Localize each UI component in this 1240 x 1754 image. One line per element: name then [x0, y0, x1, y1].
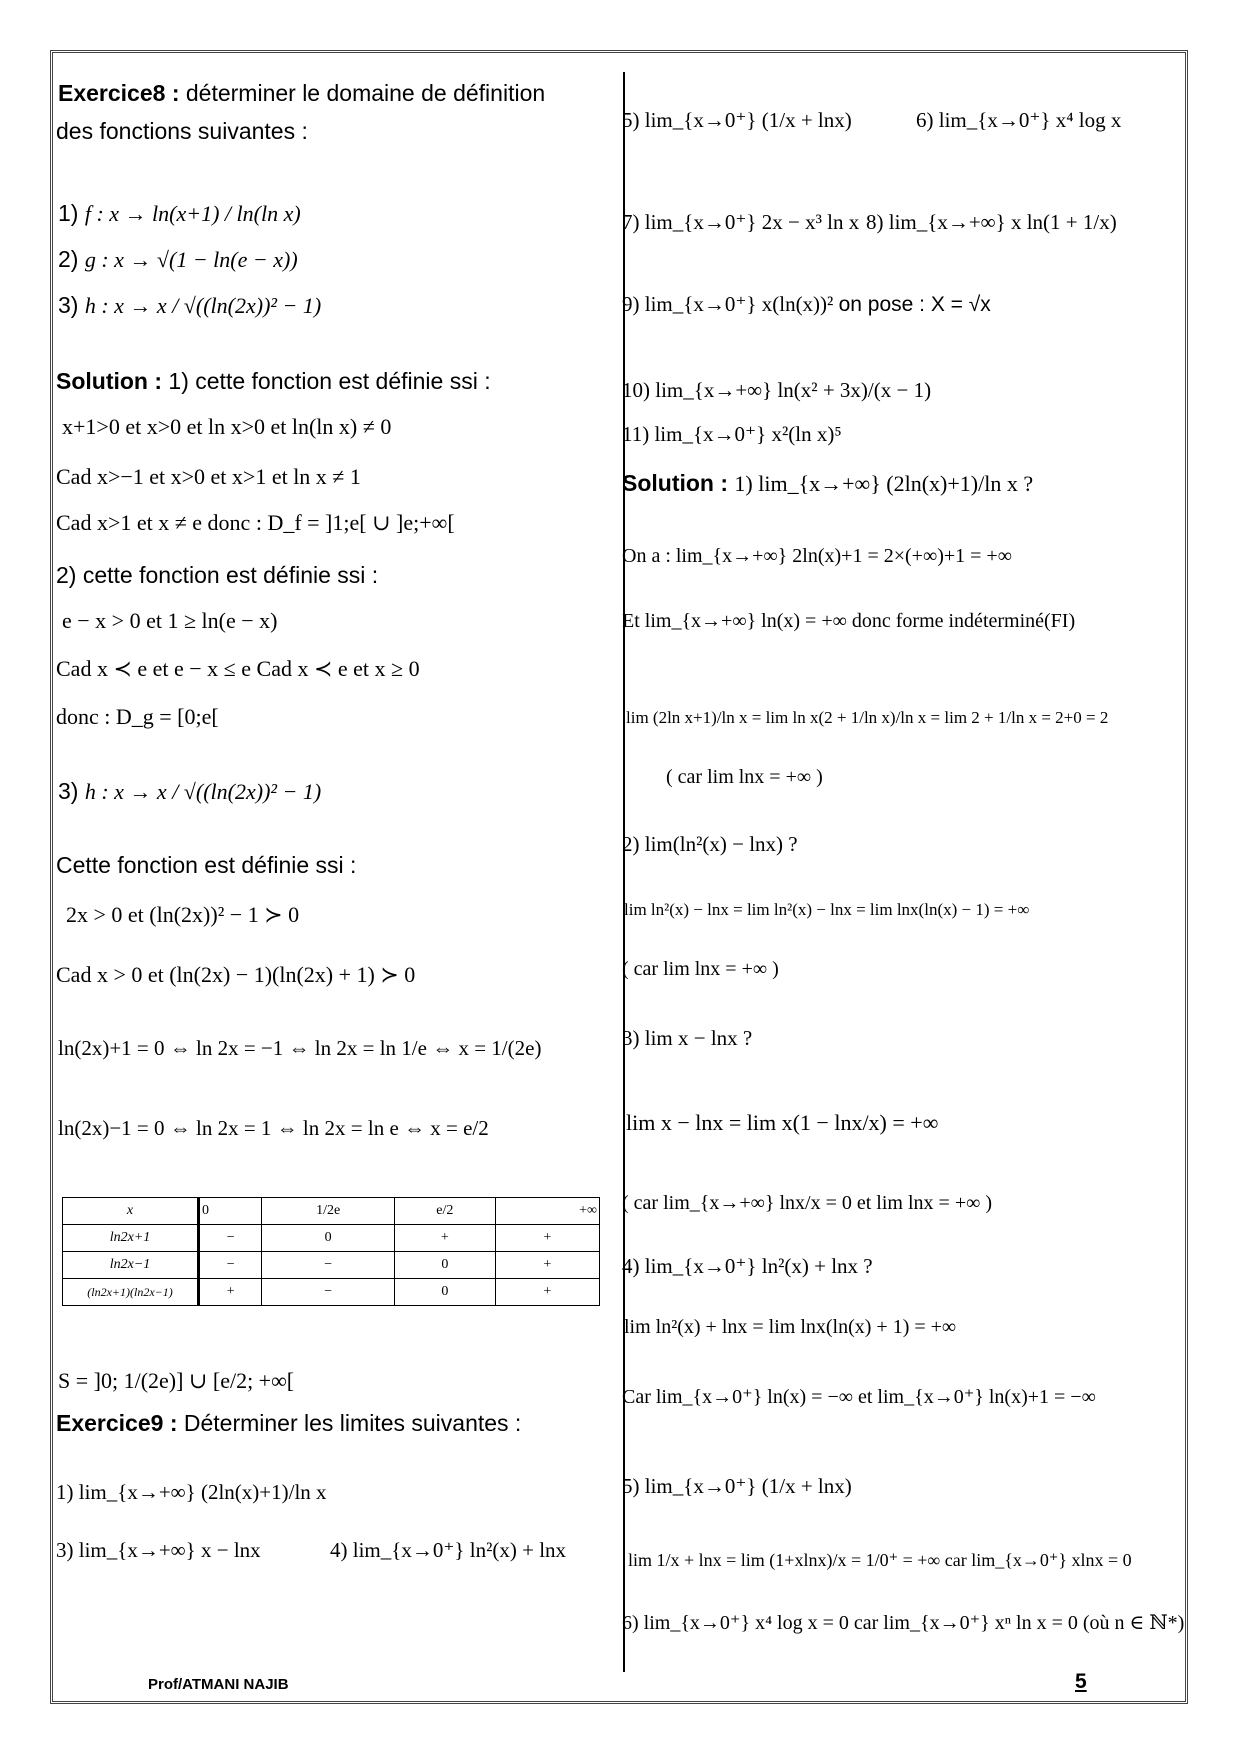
- sol8-3-eq2: ln(2x)−1 = 0 ⇔ ln 2x = 1 ⇔ ln 2x = ln e ⇔ x = e/2: [58, 1116, 489, 1140]
- sol9-3-a: lim x − lnx = lim x(1 − lnx/x) = +∞: [626, 1110, 939, 1135]
- ex9-item-6: 6) lim_{x→0⁺} x⁴ log x: [916, 108, 1122, 132]
- h-label: 3): [58, 292, 79, 318]
- sol9-heading: [622, 470, 1033, 497]
- sign-header-e-2: e/2: [394, 1198, 495, 1225]
- g-definition: g : x → √(1 − ln(e − x)): [84, 247, 298, 272]
- ex9-statement: Déterminer les limites suivantes :: [183, 1410, 522, 1436]
- sol9-3-question: 3) lim x − lnx ?: [622, 1026, 753, 1050]
- sol8-3-label: 3): [58, 778, 79, 804]
- ex9-heading: [56, 1410, 521, 1437]
- sol8-title: Solution :: [56, 368, 163, 394]
- sol9-1-d: ( car lim lnx = +∞ ): [666, 766, 823, 788]
- ex9-item-8: 8) lim_{x→+∞} x ln(1 + 1/x): [866, 210, 1117, 234]
- ex9-item-9: [622, 292, 991, 317]
- sol9-4-b: Car lim_{x→0⁺} ln(x) = −∞ et lim_{x→0⁺} ln(x)+1 = −∞: [622, 1386, 1096, 1408]
- sign-cell: 0: [262, 1225, 395, 1252]
- sign-cell: +: [495, 1225, 599, 1252]
- ex9-item-3: 3) lim_{x→+∞} x − lnx: [56, 1538, 261, 1562]
- sign-header-inf: +∞: [495, 1198, 599, 1225]
- sign-cell: −: [262, 1279, 395, 1306]
- sign-cell: +: [495, 1279, 599, 1306]
- ex9-item-5: 5) lim_{x→0⁺} (1/x + lnx): [622, 108, 852, 132]
- ex9-item-9-expr: 9) lim_{x→0⁺} x(ln(x))²: [622, 292, 834, 316]
- sign-header-0: 0: [199, 1198, 262, 1225]
- sol8-1-intro: 1) cette fonction est définie ssi :: [168, 368, 491, 394]
- sol8-1-cad1: Cad x>−1 et x>0 et x>1 et ln x ≠ 1: [56, 464, 361, 489]
- sol9-5-question: 5) lim_{x→0⁺} (1/x + lnx): [622, 1474, 852, 1498]
- sol8-2-cad: Cad x ≺ e et e − x ≤ e Cad x ≺ e et x ≥ 0: [56, 656, 420, 681]
- ex8-h: [58, 292, 321, 319]
- sol8-3-intro: Cette fonction est définie ssi :: [56, 852, 357, 878]
- ex8-statement: déterminer le domaine de définition: [185, 80, 546, 106]
- sign-row-label: ln2x−1: [63, 1252, 199, 1279]
- solution-set: S = ]0; 1/(2e)] ∪ [e/2; +∞[: [58, 1368, 295, 1393]
- sign-cell: −: [262, 1252, 395, 1279]
- sol9-2-a: lim ln²(x) − lnx = lim ln²(x) − lnx = lim lnx(ln(x) − 1) = +∞: [624, 900, 1030, 919]
- sol8-2-intro: 2) cette fonction est définie ssi :: [56, 562, 379, 588]
- sol9-6-a: 6) lim_{x→0⁺} x⁴ log x = 0 car lim_{x→0⁺} xⁿ ln x = 0 (où n ∈ ℕ*): [622, 1612, 1185, 1634]
- sign-table-row: [63, 1279, 600, 1306]
- ex9-title: Exercice9 :: [56, 1410, 178, 1436]
- sol8-intro: [56, 368, 491, 395]
- sol8-3-eq1: ln(2x)+1 = 0 ⇔ ln 2x = −1 ⇔ ln 2x = ln 1/e ⇔ x = 1/(2e): [58, 1036, 542, 1060]
- ex9-item-7: 7) lim_{x→0⁺} 2x − x³ ln x: [622, 210, 860, 234]
- sign-cell: 0: [394, 1279, 495, 1306]
- sol8-3-condition: 2x > 0 et (ln(2x))² − 1 ≻ 0: [66, 902, 300, 927]
- footer-author: Prof/ATMANI NAJIB: [148, 1676, 289, 1693]
- sign-cell: −: [199, 1225, 262, 1252]
- sol8-2-domain: donc : D_g = [0;e[: [56, 704, 219, 729]
- sign-cell: +: [495, 1252, 599, 1279]
- f-definition: f : x → ln(x+1) / ln(ln x): [84, 201, 301, 226]
- g-label: 2): [58, 246, 79, 272]
- sign-row-label: (ln2x+1)(ln2x−1): [63, 1279, 199, 1306]
- sol8-2-condition: e − x > 0 et 1 ≥ ln(e − x): [62, 608, 278, 633]
- sign-table-header: [63, 1198, 600, 1225]
- sol9-1-b: Et lim_{x→+∞} ln(x) = +∞ donc forme indéterminé(FI): [622, 610, 1076, 632]
- sign-table: [62, 1197, 600, 1306]
- ex9-item-10: 10) lim_{x→+∞} ln(x² + 3x)/(x − 1): [622, 378, 932, 402]
- ex8-heading: [58, 80, 545, 107]
- h-definition: h : x → x / √((ln(2x))² − 1): [84, 293, 322, 318]
- f-label: 1): [58, 200, 79, 226]
- sol9-4-question: 4) lim_{x→0⁺} ln²(x) + lnx ?: [622, 1254, 873, 1278]
- sol9-2-b: ( car lim lnx = +∞ ): [622, 958, 779, 980]
- ex9-item-4: 4) lim_{x→0⁺} ln²(x) + lnx: [330, 1538, 567, 1562]
- sign-cell: 0: [394, 1252, 495, 1279]
- sign-cell: +: [199, 1279, 262, 1306]
- sol9-1-question: 1) lim_{x→+∞} (2ln(x)+1)/ln x ?: [734, 471, 1034, 496]
- ex8-title: Exercice8 :: [58, 80, 180, 106]
- sol9-3-b: ( car lim_{x→+∞} lnx/x = 0 et lim lnx = +∞ ): [622, 1192, 993, 1214]
- sol8-3-cad: Cad x > 0 et (ln(2x) − 1)(ln(2x) + 1) ≻ 0: [56, 962, 416, 987]
- sol9-title: Solution :: [622, 470, 729, 496]
- sol9-5-a: lim 1/x + lnx = lim (1+xlnx)/x = 1/0⁺ = +∞ car lim_{x→0⁺} xlnx = 0: [628, 1550, 1132, 1570]
- sign-header-x: x: [63, 1198, 199, 1225]
- sol9-1-a: On a : lim_{x→+∞} 2ln(x)+1 = 2×(+∞)+1 = +∞: [622, 545, 1012, 567]
- ex8-f: [58, 200, 301, 227]
- ex9-item-11: 11) lim_{x→0⁺} x²(ln x)⁵: [622, 422, 842, 446]
- ex8-statement-2: des fonctions suivantes :: [56, 118, 308, 144]
- sign-row-label: ln2x+1: [63, 1225, 199, 1252]
- sol8-1-condition: x+1>0 et x>0 et ln x>0 et ln(ln x) ≠ 0: [62, 414, 392, 439]
- sol8-1-domain: Cad x>1 et x ≠ e donc : D_f = ]1;e[ ∪ ]e;+∞[: [56, 510, 455, 535]
- page-number: 5: [1075, 1670, 1087, 1693]
- sol9-2-question: 2) lim(ln²(x) − lnx) ?: [622, 832, 798, 856]
- sol8-3-def: [58, 778, 321, 805]
- sol9-4-a: lim ln²(x) + lnx = lim lnx(ln(x) + 1) = +∞: [624, 1316, 957, 1338]
- sign-cell: −: [199, 1252, 262, 1279]
- ex9-item-1: 1) lim_{x→+∞} (2ln(x)+1)/ln x: [56, 1480, 327, 1504]
- sign-cell: +: [394, 1225, 495, 1252]
- sign-table-row: [63, 1225, 600, 1252]
- ex9-item-9-hint: on pose : X = √x: [838, 293, 991, 316]
- sol9-1-c: lim (2ln x+1)/ln x = lim ln x(2 + 1/ln x)/ln x = lim 2 + 1/ln x = 2+0 = 2: [626, 708, 1109, 727]
- sign-table-row: [63, 1252, 600, 1279]
- sol8-3-function: h : x → x / √((ln(2x))² − 1): [84, 779, 322, 804]
- sign-header-1-2e: 1/2e: [262, 1198, 395, 1225]
- ex8-g: [58, 246, 298, 273]
